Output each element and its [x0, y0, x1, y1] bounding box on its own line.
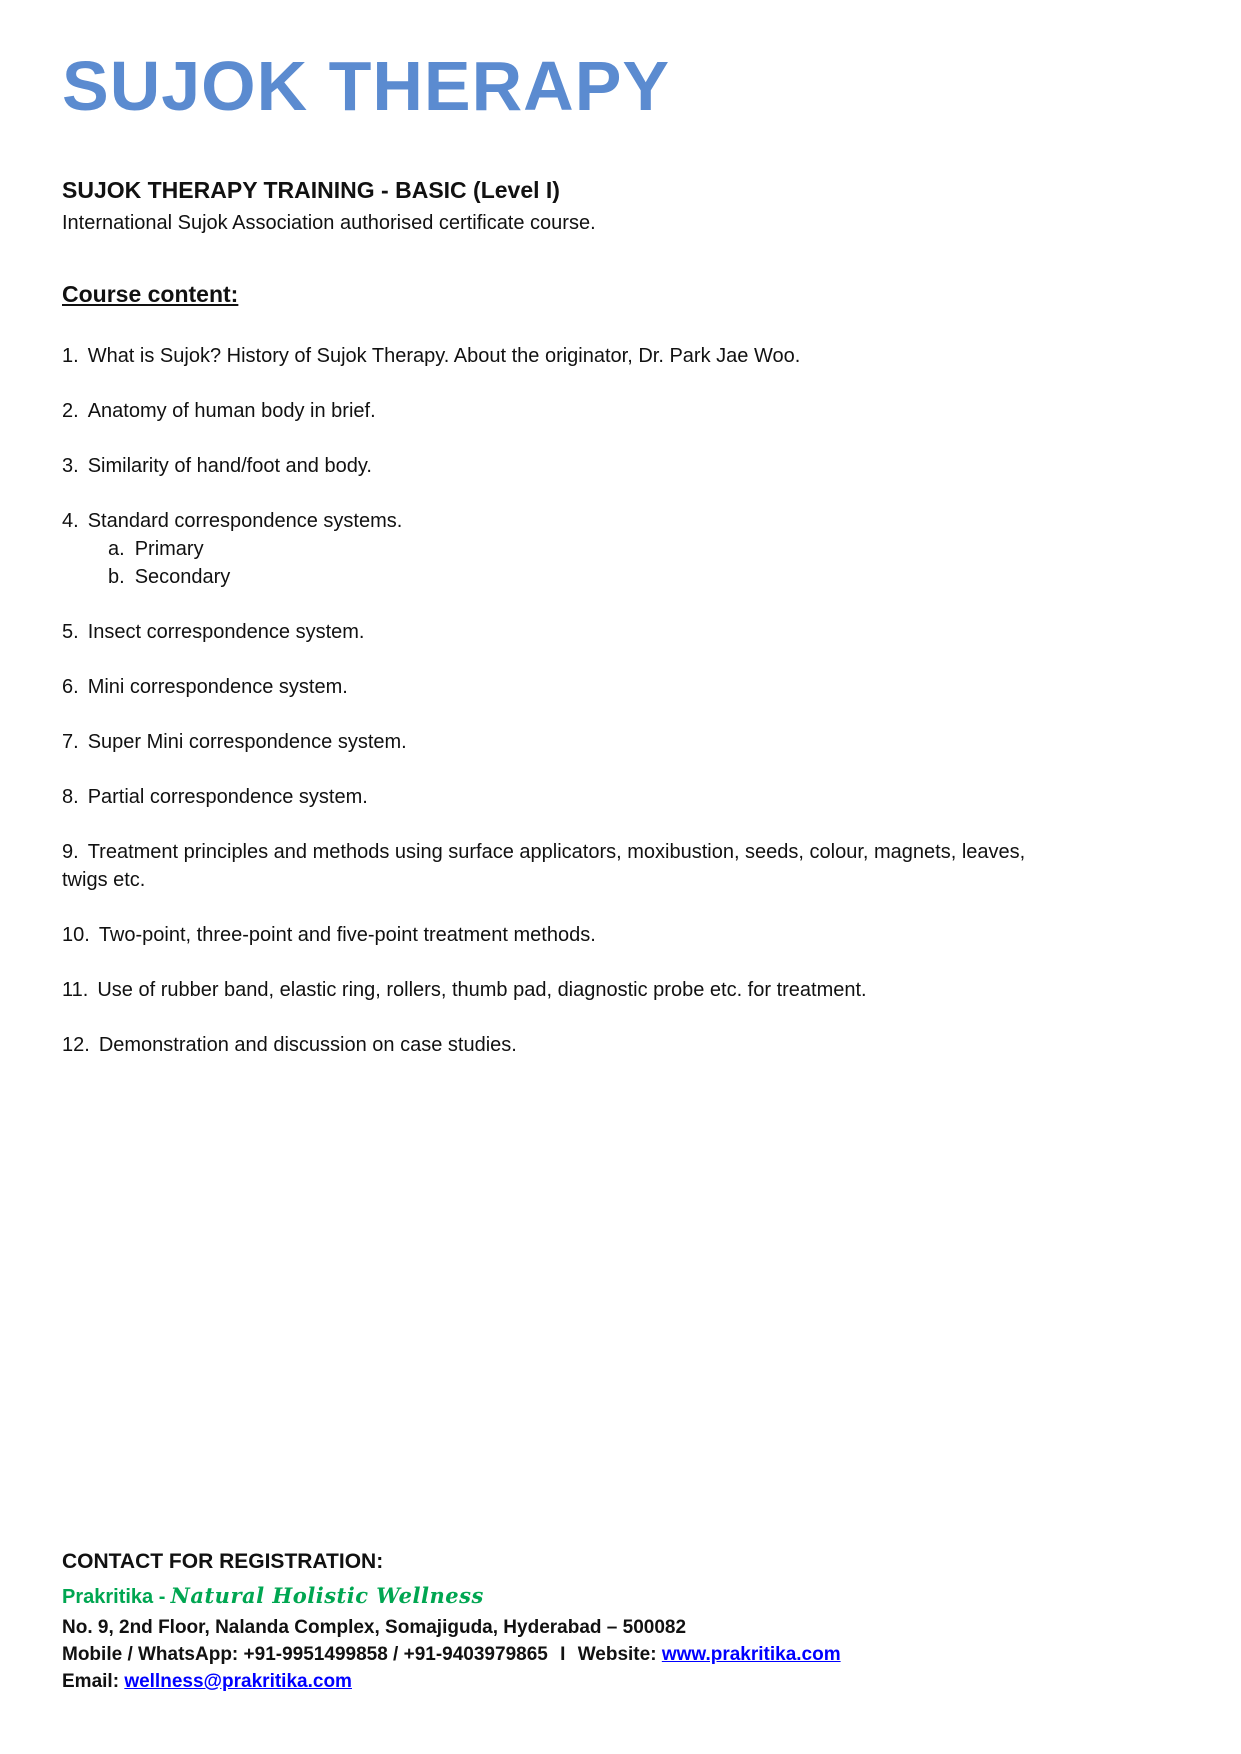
list-item — [62, 921, 1052, 949]
website-label: Website: — [577, 1644, 657, 1665]
website-link[interactable]: www.prakritika.com — [661, 1644, 841, 1665]
training-heading: SUJOK THERAPY TRAINING - BASIC (Level I) — [62, 177, 560, 203]
address-line: No. 9, 2nd Floor, Nalanda Complex, Somajiguda, Hyderabad – 500082 — [62, 1617, 687, 1638]
list-item-number: 5. — [62, 621, 79, 643]
list-item-number: 6. — [62, 676, 79, 698]
list-item — [62, 342, 1052, 370]
sub-list-item-number: b. — [108, 566, 125, 588]
sub-list-item — [62, 563, 1179, 591]
brand-tagline: Natural Holistic Wellness — [170, 1583, 484, 1608]
sub-list — [62, 535, 1179, 591]
list-item — [62, 452, 1052, 480]
list-item-text: Mini correspondence system. — [87, 676, 348, 698]
list-item-group — [62, 507, 1179, 591]
list-item-text: Partial correspondence system. — [87, 786, 368, 808]
sub-list-item-number: a. — [108, 538, 125, 560]
list-item-number: 2. — [62, 400, 79, 422]
brand-line — [62, 1582, 1179, 1611]
list-item-text: Anatomy of human body in brief. — [87, 400, 376, 422]
list-item-text: Standard correspondence systems. — [87, 510, 403, 532]
list-item-text: Two-point, three-point and five-point treatment methods. — [98, 924, 596, 946]
mobile-numbers: +91-9951499858 / +91-9403979865 — [243, 1644, 548, 1665]
list-item-text: Insect correspondence system. — [87, 621, 365, 643]
list-item-text: What is Sujok? History of Sujok Therapy. About the originator, Dr. Park Jae Woo. — [87, 345, 801, 367]
list-item — [62, 838, 1052, 894]
contact-section — [62, 1548, 1179, 1695]
list-item-text: Super Mini correspondence system. — [87, 731, 407, 753]
list-item-number: 8. — [62, 786, 79, 808]
list-item — [62, 673, 1052, 701]
page-title: SUJOK THERAPY — [62, 47, 671, 125]
brand-name: Prakritika - — [62, 1586, 166, 1608]
email-label: Email: — [62, 1671, 120, 1692]
separator: I — [560, 1644, 566, 1665]
list-item — [62, 507, 1052, 535]
list-item-number: 11. — [62, 979, 89, 1001]
list-item — [62, 976, 1052, 1004]
list-item-text: Demonstration and discussion on case studies. — [98, 1034, 517, 1056]
list-item-text: Use of rubber band, elastic ring, rollers, thumb pad, diagnostic probe etc. for treatment. — [97, 979, 867, 1001]
list-item — [62, 618, 1052, 646]
list-item-number: 12. — [62, 1034, 90, 1056]
list-item — [62, 1031, 1052, 1059]
training-subheading: International Sujok Association authorised certificate course. — [62, 212, 596, 234]
email-link[interactable]: wellness@prakritika.com — [124, 1671, 352, 1692]
list-item — [62, 783, 1052, 811]
list-item-number: 9. — [62, 841, 79, 863]
course-content-heading: Course content: — [62, 281, 239, 307]
sub-list-item — [62, 535, 1179, 563]
email-line — [62, 1668, 1179, 1695]
list-item-text: Similarity of hand/foot and body. — [87, 455, 372, 477]
sub-list-item-text: Secondary — [134, 566, 231, 588]
list-item — [62, 397, 1052, 425]
mobile-website-line — [62, 1641, 1179, 1668]
contact-heading: CONTACT FOR REGISTRATION: — [62, 1550, 384, 1573]
list-item-number: 3. — [62, 455, 79, 477]
list-item-number: 10. — [62, 924, 90, 946]
list-item-number: 7. — [62, 731, 79, 753]
list-item-text: Treatment principles and methods using surface applicators, moxibustion, seeds, colour, magnets, leaves, twigs etc. — [62, 841, 1026, 891]
list-item-number: 1. — [62, 345, 79, 367]
list-item-number: 4. — [62, 510, 79, 532]
sub-list-item-text: Primary — [134, 538, 204, 560]
mobile-label: Mobile / WhatsApp: — [62, 1644, 239, 1665]
list-item — [62, 728, 1052, 756]
